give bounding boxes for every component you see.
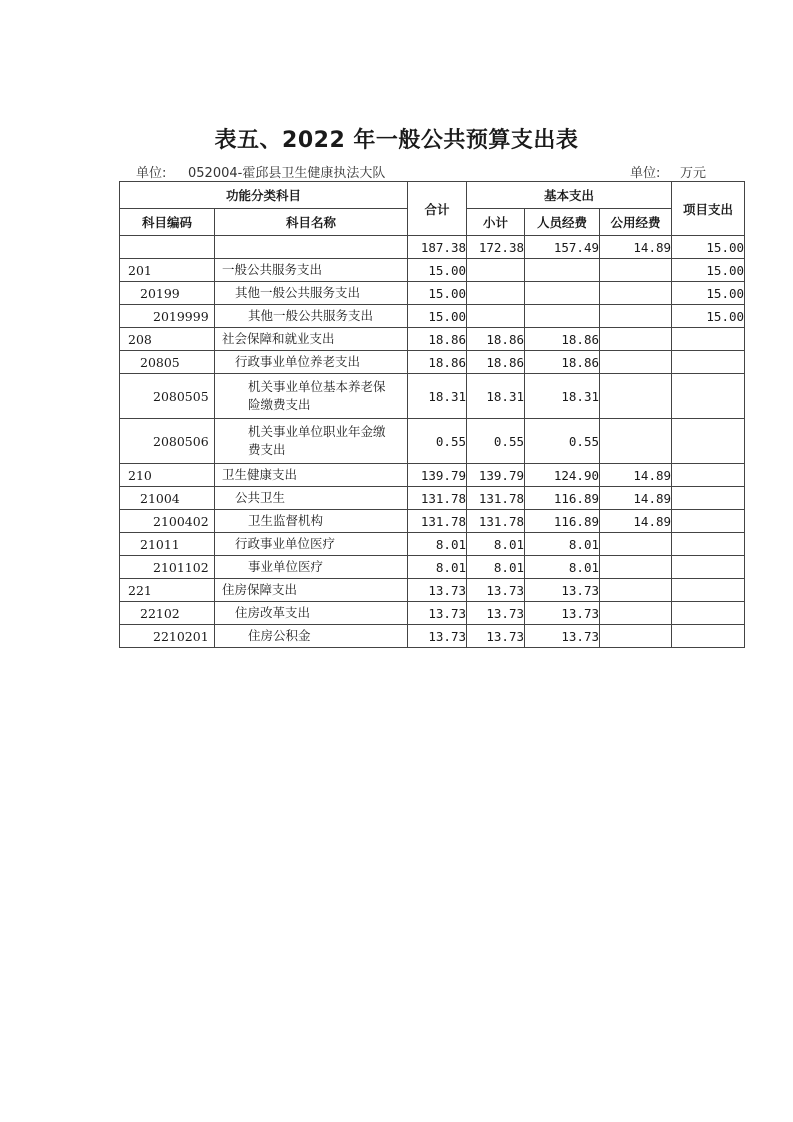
row-total: 18.86: [408, 351, 467, 374]
header-func-class: 功能分类科目: [120, 182, 408, 209]
row-name: 一般公共服务支出: [215, 259, 408, 282]
row-total: 18.86: [408, 328, 467, 351]
row-public: [600, 579, 672, 602]
row-code: 2080505: [120, 374, 215, 419]
row-personnel: 13.73: [525, 579, 600, 602]
row-subtotal: 18.86: [467, 328, 525, 351]
row-code: 2100402: [120, 510, 215, 533]
row-name: 公共卫生: [215, 487, 408, 510]
row-project: [672, 556, 745, 579]
table-row: [120, 328, 745, 351]
row-public: 14.89: [600, 236, 672, 259]
row-subtotal: 8.01: [467, 556, 525, 579]
row-name: 事业单位医疗: [215, 556, 408, 579]
row-personnel: 157.49: [525, 236, 600, 259]
row-code: 221: [120, 579, 215, 602]
row-project: [672, 625, 745, 648]
header-public: 公用经费: [600, 209, 672, 236]
row-name: 其他一般公共服务支出: [215, 282, 408, 305]
unit-right-value: 万元: [680, 166, 707, 181]
row-code: 210: [120, 464, 215, 487]
table-row: [120, 305, 745, 328]
row-project: [672, 351, 745, 374]
table-row: [120, 602, 745, 625]
row-public: [600, 419, 672, 464]
row-project: [672, 602, 745, 625]
unit-left-label: 单位:: [136, 166, 167, 181]
row-total: 139.79: [408, 464, 467, 487]
table-row: [120, 374, 745, 419]
row-public: [600, 328, 672, 351]
row-personnel: [525, 282, 600, 305]
row-name: [215, 236, 408, 259]
unit-left-value: 052004-霍邱县卫生健康执法大队: [188, 166, 386, 181]
row-public: [600, 259, 672, 282]
row-total: 187.38: [408, 236, 467, 259]
row-total: 15.00: [408, 305, 467, 328]
table-row: [120, 533, 745, 556]
row-name: 其他一般公共服务支出: [215, 305, 408, 328]
row-code: 201: [120, 259, 215, 282]
row-code: 208: [120, 328, 215, 351]
row-personnel: 0.55: [525, 419, 600, 464]
row-code: 2101102: [120, 556, 215, 579]
table-row: [120, 236, 745, 259]
unit-row: [136, 162, 736, 180]
row-personnel: 13.73: [525, 602, 600, 625]
header-basic: 基本支出: [467, 182, 672, 209]
row-subtotal: 18.86: [467, 351, 525, 374]
table-row: [120, 282, 745, 305]
row-project: [672, 374, 745, 419]
row-name: 行政事业单位医疗: [215, 533, 408, 556]
row-subtotal: [467, 305, 525, 328]
row-project: [672, 487, 745, 510]
row-project: [672, 579, 745, 602]
unit-right-label: 单位:: [630, 166, 661, 181]
row-total: 15.00: [408, 282, 467, 305]
header-name: 科目名称: [215, 209, 408, 236]
row-personnel: 13.73: [525, 625, 600, 648]
row-code: 2019999: [120, 305, 215, 328]
header-subtotal: 小计: [467, 209, 525, 236]
row-public: 14.89: [600, 510, 672, 533]
header-personnel: 人员经费: [525, 209, 600, 236]
row-subtotal: [467, 259, 525, 282]
row-code: 22102: [120, 602, 215, 625]
row-name: 住房改革支出: [215, 602, 408, 625]
row-code: [120, 236, 215, 259]
row-subtotal: 13.73: [467, 602, 525, 625]
row-project: 15.00: [672, 259, 745, 282]
header-code: 科目编码: [120, 209, 215, 236]
row-project: [672, 419, 745, 464]
row-code: 21004: [120, 487, 215, 510]
table-row: [120, 487, 745, 510]
table-row: [120, 464, 745, 487]
row-project: [672, 510, 745, 533]
row-code: 20199: [120, 282, 215, 305]
row-public: 14.89: [600, 487, 672, 510]
table-row: [120, 351, 745, 374]
row-name: 住房保障支出: [215, 579, 408, 602]
row-subtotal: 0.55: [467, 419, 525, 464]
table-row: [120, 625, 745, 648]
row-personnel: 116.89: [525, 487, 600, 510]
row-code: 2210201: [120, 625, 215, 648]
row-name: 社会保障和就业支出: [215, 328, 408, 351]
row-name: 机关事业单位基本养老保险缴费支出: [215, 374, 408, 419]
row-total: 15.00: [408, 259, 467, 282]
row-project: [672, 464, 745, 487]
row-project: 15.00: [672, 305, 745, 328]
row-public: [600, 374, 672, 419]
row-personnel: 116.89: [525, 510, 600, 533]
header-total: 合计: [408, 182, 467, 236]
row-total: 8.01: [408, 556, 467, 579]
row-personnel: 18.86: [525, 328, 600, 351]
row-total: 0.55: [408, 419, 467, 464]
row-personnel: 18.31: [525, 374, 600, 419]
row-name: 住房公积金: [215, 625, 408, 648]
row-total: 18.31: [408, 374, 467, 419]
row-personnel: [525, 305, 600, 328]
row-name: 行政事业单位养老支出: [215, 351, 408, 374]
table-row: [120, 579, 745, 602]
table-row: [120, 259, 745, 282]
row-public: [600, 556, 672, 579]
row-project: [672, 328, 745, 351]
row-total: 13.73: [408, 625, 467, 648]
row-public: [600, 351, 672, 374]
row-name: 卫生监督机构: [215, 510, 408, 533]
row-subtotal: 131.78: [467, 510, 525, 533]
row-subtotal: 13.73: [467, 579, 525, 602]
row-project: [672, 533, 745, 556]
row-project: 15.00: [672, 236, 745, 259]
row-code: 21011: [120, 533, 215, 556]
row-code: 2080506: [120, 419, 215, 464]
row-personnel: 124.90: [525, 464, 600, 487]
row-public: 14.89: [600, 464, 672, 487]
row-personnel: [525, 259, 600, 282]
header-project: 项目支出: [672, 182, 745, 236]
row-subtotal: 131.78: [467, 487, 525, 510]
row-subtotal: 13.73: [467, 625, 525, 648]
row-project: 15.00: [672, 282, 745, 305]
row-public: [600, 625, 672, 648]
row-public: [600, 533, 672, 556]
row-name: 卫生健康支出: [215, 464, 408, 487]
row-subtotal: 18.31: [467, 374, 525, 419]
row-code: 20805: [120, 351, 215, 374]
row-total: 131.78: [408, 510, 467, 533]
row-total: 13.73: [408, 579, 467, 602]
row-personnel: 18.86: [525, 351, 600, 374]
table-row: [120, 510, 745, 533]
row-total: 13.73: [408, 602, 467, 625]
row-total: 8.01: [408, 533, 467, 556]
row-name: 机关事业单位职业年金缴费支出: [215, 419, 408, 464]
row-personnel: 8.01: [525, 533, 600, 556]
row-subtotal: 8.01: [467, 533, 525, 556]
row-subtotal: 139.79: [467, 464, 525, 487]
row-total: 131.78: [408, 487, 467, 510]
row-subtotal: [467, 282, 525, 305]
page-title: 表五、2022 年一般公共预算支出表: [214, 128, 579, 153]
table-row: [120, 556, 745, 579]
row-public: [600, 305, 672, 328]
table-row: [120, 419, 745, 464]
row-subtotal: 172.38: [467, 236, 525, 259]
row-public: [600, 602, 672, 625]
row-personnel: 8.01: [525, 556, 600, 579]
row-public: [600, 282, 672, 305]
budget-table: [119, 181, 745, 648]
